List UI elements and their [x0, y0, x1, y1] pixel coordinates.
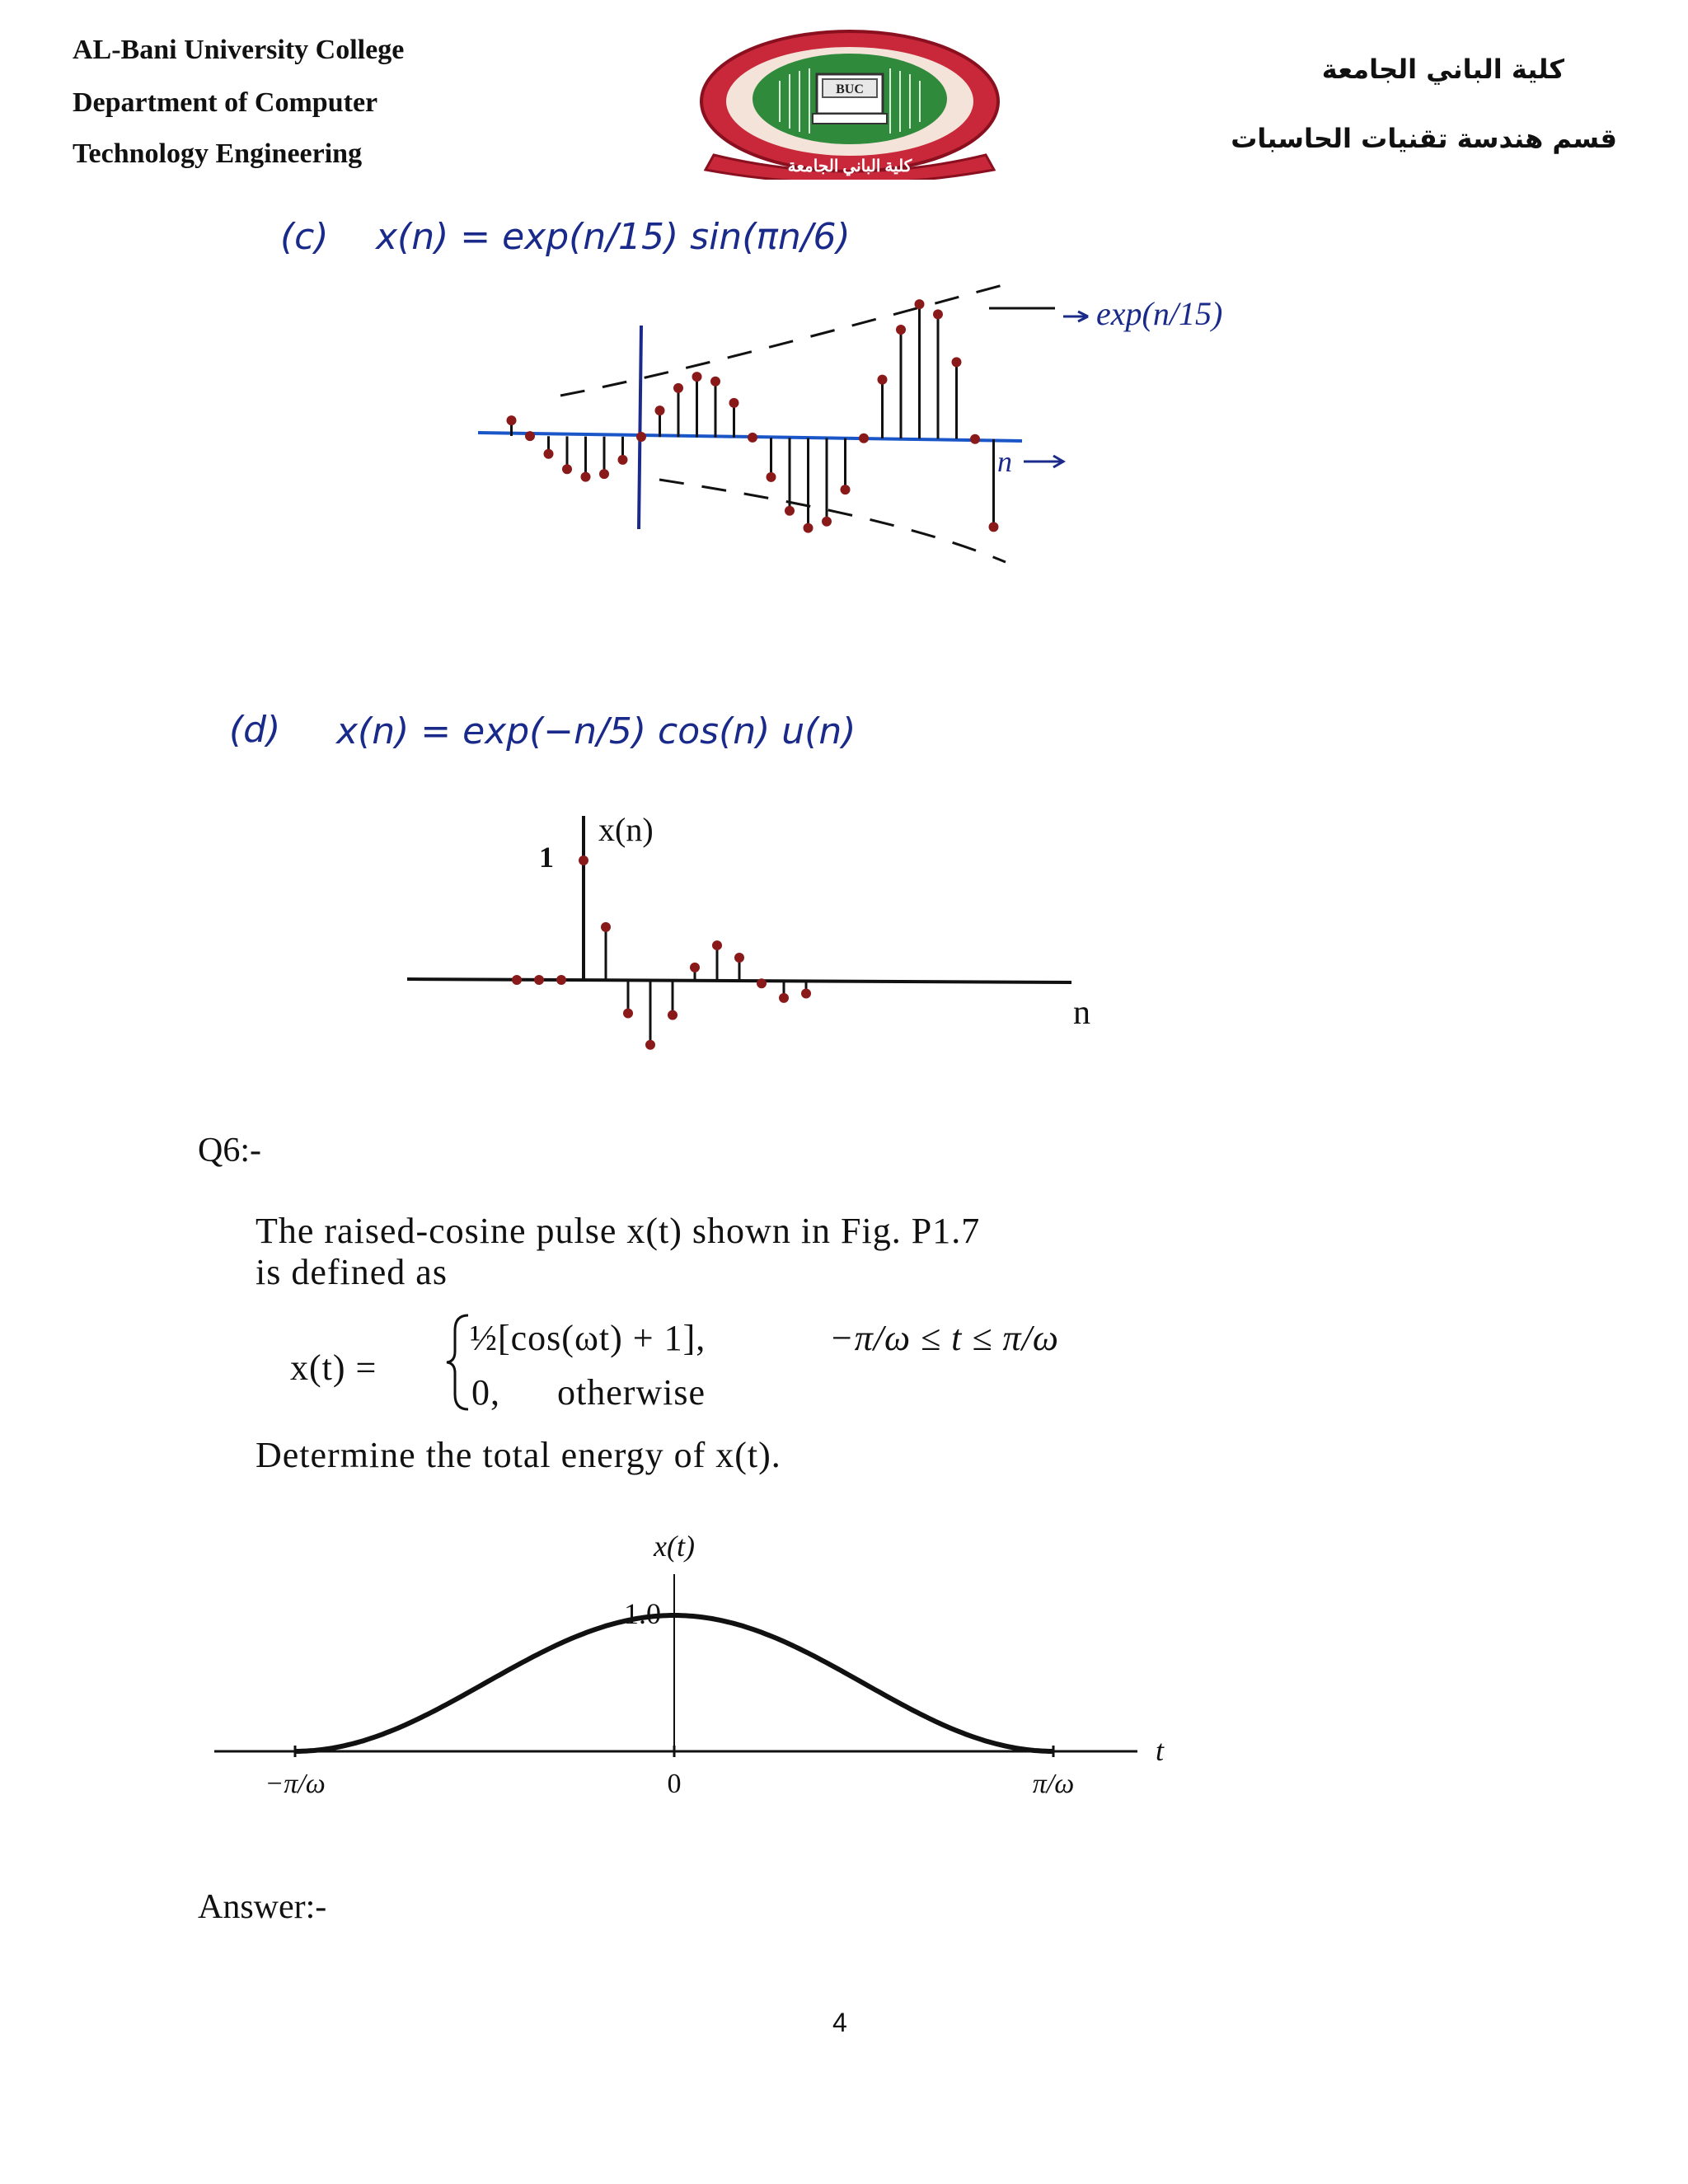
part-d-stem-marker — [712, 940, 722, 950]
chart-x-label: t — [1156, 1734, 1165, 1767]
part-c-stem-marker — [785, 506, 795, 516]
department-name-en-line2: Technology Engineering — [73, 138, 363, 169]
q6-case1-expression: ½[cos(ωt) + 1], — [470, 1318, 706, 1358]
part-d-stem-marker — [534, 975, 544, 985]
college-name-ar: كلية الباني الجامعة — [1321, 54, 1564, 85]
part-d-equation: x(n) = exp(−n/5) cos(n) u(n) — [336, 710, 856, 752]
part-c-stem-marker — [562, 464, 572, 474]
part-d-stem-marker — [556, 975, 566, 985]
part-d-stem-marker — [779, 993, 789, 1003]
part-c-stem-marker — [767, 472, 776, 482]
part-c-stem-marker — [599, 469, 609, 479]
part-c-stem-marker — [692, 372, 702, 382]
part-c-stem-marker — [525, 431, 535, 441]
chart-y-tick-label: 1.0 — [624, 1597, 661, 1630]
part-c-stem-marker — [581, 472, 591, 482]
part-c-label: (c) — [280, 216, 329, 258]
q6-case1-condition: −π/ω ≤ t ≤ π/ω — [829, 1318, 1059, 1358]
part-c-axis-label: n — [997, 445, 1012, 478]
part-c-stem-marker — [878, 375, 888, 385]
chart-x-tick-label: 0 — [667, 1769, 682, 1799]
part-c-stem-marker — [729, 398, 739, 408]
part-c-stem-marker — [822, 517, 832, 527]
part-d-stem-marker — [512, 975, 522, 985]
part-c-stem-marker — [804, 523, 814, 533]
part-d-stem-marker — [690, 963, 700, 972]
part-c-lower-envelope — [659, 480, 1006, 562]
chart-y-label: x(t) — [654, 1530, 695, 1563]
q6-problem-line2: is defined as — [256, 1252, 448, 1292]
part-d-stem-marker — [645, 1040, 655, 1050]
q6-case2-condition: otherwise — [557, 1372, 706, 1413]
part-c-stem-marker — [544, 449, 554, 459]
part-c-stem-marker — [970, 434, 980, 444]
part-d-stem-plot — [396, 808, 1137, 1071]
page-number: 4 — [832, 2008, 847, 2037]
chart-x-ticks — [265, 1746, 1074, 1799]
part-c-equation: x(n) = exp(n/15) sin(πn/6) — [376, 216, 851, 258]
part-c-stem-marker — [989, 522, 999, 532]
raised-cosine-chart — [198, 1516, 1203, 1821]
department-name-ar: قسم هندسة تقنيات الحاسبات — [1231, 123, 1617, 154]
part-d-label: (d) — [229, 709, 281, 751]
part-c-stems — [507, 299, 999, 533]
part-d-stem-marker — [601, 922, 611, 932]
chart-x-tick-label: π/ω — [1032, 1769, 1075, 1799]
q6-question: Determine the total energy of x(t). — [256, 1435, 781, 1475]
part-c-stem-plot — [462, 264, 1335, 577]
part-c-y-axis — [639, 326, 641, 529]
part-d-stem-marker — [757, 978, 767, 988]
part-d-stem-marker — [801, 988, 811, 998]
chart-x-tick-label: −π/ω — [265, 1769, 326, 1799]
logo-text: BUC — [836, 82, 864, 96]
part-c-envelope-label: exp(n/15) — [1096, 295, 1223, 332]
part-d-stem-marker — [579, 855, 588, 865]
part-d-stems — [512, 855, 811, 1050]
part-c-n-arrow-icon — [1024, 456, 1063, 467]
part-c-stem-marker — [655, 405, 665, 415]
q6-case2-expression: 0, — [471, 1372, 500, 1413]
part-c-stem-marker — [933, 309, 943, 319]
q6-lhs: x(t) = — [290, 1347, 377, 1388]
part-d-y-label: x(n) — [598, 811, 654, 848]
part-c-stem-marker — [915, 299, 925, 309]
department-name-en-line1: Department of Computer — [73, 87, 378, 118]
part-d-tick-one: 1 — [539, 841, 554, 874]
part-c-stem-marker — [636, 432, 646, 442]
part-c-stem-marker — [618, 455, 628, 465]
college-logo — [689, 23, 1010, 180]
answer-label: Answer:- — [198, 1888, 327, 1926]
part-d-stem-marker — [734, 953, 744, 963]
part-c-stem-marker — [896, 325, 906, 335]
part-c-stem-marker — [748, 433, 757, 443]
part-d-stem-marker — [623, 1008, 633, 1018]
part-c-stem-marker — [841, 485, 851, 494]
part-c-stem-marker — [710, 377, 720, 387]
logo-arc-text: كلية الباني الجامعة — [787, 157, 912, 176]
part-c-stem-marker — [673, 383, 683, 393]
part-c-stem-marker — [507, 415, 517, 425]
part-d-axis-label: n — [1073, 994, 1090, 1032]
q6-problem-line1: The raised-cosine pulse x(t) shown in Fig. P1.7 — [256, 1211, 981, 1251]
part-c-pointer-arrow-icon — [1063, 312, 1088, 321]
part-c-stem-marker — [952, 357, 962, 367]
part-d-stem-marker — [668, 1010, 678, 1020]
college-name-en: AL-Bani University College — [73, 35, 405, 65]
q6-title: Q6:- — [198, 1132, 261, 1169]
part-c-stem-marker — [859, 434, 869, 443]
